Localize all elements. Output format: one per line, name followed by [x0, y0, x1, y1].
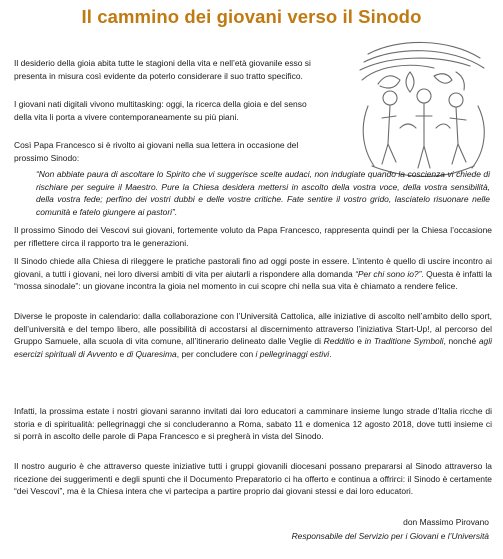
calendar-avvento: agli esercizi spirituali di Avvento	[14, 336, 492, 359]
pope-letter-paragraph: Così Papa Francesco si è rivolto ai giovani nella sua lettera in occasione del prossimo Sinodo:	[14, 140, 299, 163]
synod-paragraph: Il prossimo Sinodo dei Vescovi sui giovani, fortemente voluto da Papa Francesco, rappresenta quindi per la Chiesa l’occasione per riflettere circa il rapporto tra le generazioni.	[14, 225, 492, 248]
calendar-pellegrinaggi: i pellegrinaggi estivi	[255, 348, 330, 359]
calendar-traditione: in Traditione Symboli	[364, 336, 444, 347]
pastoral-paragraph	[14, 255, 492, 293]
sinodo-giovani-logo-icon	[338, 36, 498, 182]
calendar-text: e	[354, 336, 365, 347]
wishes-paragraph: Il nostro augurio è che attraverso queste iniziative tutti i gruppi giovanili diocesani possano prepararsi al Sinodo attraverso la ricezione dei suggerimenti e degli spunti che il Documento Preparatorio ci ha offerto e continua a offrirci: il Sinodo è certamente “dei Vescovi”, ma è la Chiesa intera che vi partecipa a partire proprio dai giovani stessi e dai loro educatori.	[14, 461, 492, 497]
calendar-text: , nonché	[443, 336, 479, 347]
signature-name: don Massimo Pirovano	[403, 517, 489, 527]
pastoral-text-b: . Questa è infatti la “mossa sinodale”: un giovane incontra la gioia nel momento in cui scopre chi nella sua vita è chiamato a rendere felice.	[14, 268, 492, 292]
calendar-redditio: Redditio	[323, 336, 355, 347]
page-title: Il cammino dei giovani verso il Sinodo	[81, 6, 422, 27]
calendar-quaresima: di Quaresima	[126, 348, 177, 359]
pastoral-text-a: Il Sinodo chiede alla Chiesa di rileggere le pratiche pastorali fino ad oggi poste in essere. L’intento è quello di uscire incontro ai giovani, a tutti i giovani, nei loro diversi ambiti di vita per aiutarli a rispondere alla domanda	[14, 256, 492, 279]
multitasking-paragraph: I giovani nati digitali vivono multitasking: oggi, la ricerca della gioia e del senso della vita li porta a vivere contemporaneamente su più piani.	[14, 99, 307, 122]
signature-role: Responsabile del Servizio per i Giovani e l’Università	[291, 531, 489, 541]
calendar-text: , per concludere con	[176, 348, 256, 359]
calendar-text: e	[117, 348, 127, 359]
pope-quote: “Non abbiate paura di ascoltare lo Spirito che vi suggerisce scelte audaci, non indugiate quando la coscienza vi chiede di rischiare per seguire il Maestro. Pure la Chiesa desidera mettersi in ascolto della vostra voce, della vostra sensibilità, della vostra fede; perfino dei vostri dubbi e delle vostre critiche. Fate sentire il vostro grido, lasciatelo risuonare nelle comunità e fatelo giungere ai pastori”.	[36, 169, 490, 217]
pastoral-question: “Per chi sono io?”	[355, 268, 422, 279]
calendar-text: Diverse le proposte in calendario: dalla collaborazione con l’Università Cattolica, alle iniziative di ascolto nell’ambito dello sport, dell’università e del tempo libero, alle possibilità di accostarsi al discernimento attraverso l’iniziativa Start-Up!, al percorso del Gruppo Samuele, alla scuola di vita comune, all’itinerario delineato dalle Veglie di	[14, 311, 492, 347]
calendar-text: .	[329, 348, 332, 359]
calendar-paragraph	[14, 310, 492, 360]
summer-paragraph: Infatti, la prossima estate i nostri giovani saranno invitati dai loro educatori a camminare insieme lungo strade d’Italia ricche di storia e di spiritualità: pellegrinaggi che si concluderanno a Roma, sabato 11 e domenica 12 agosto 2018, dove tutti insieme ci si porrà in ascolto delle parole di Papa Francesco e si pregherà in vista del Sinodo.	[14, 406, 492, 442]
intro-paragraph: Il desiderio della gioia abita tutte le stagioni della vita e nell’età giovanile esso si presenta in misura così evidente da poterlo considerare il suo tratto specifico.	[14, 58, 311, 81]
